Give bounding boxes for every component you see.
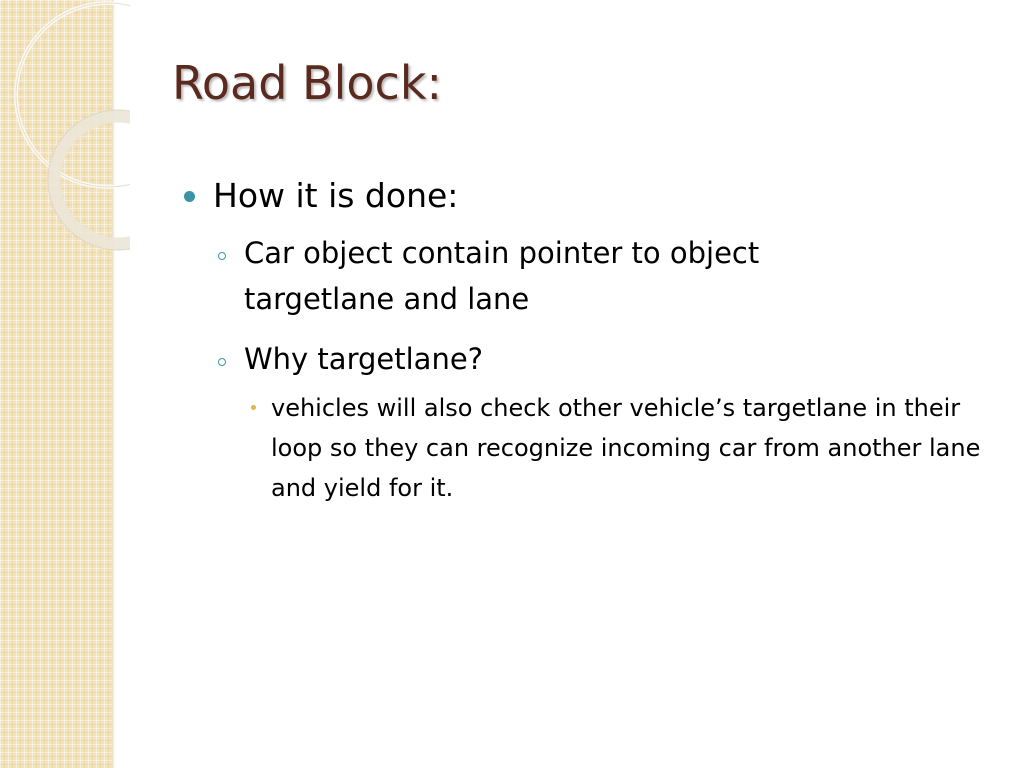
hollow-circle-bullet-icon bbox=[218, 358, 226, 366]
slide-content bbox=[180, 172, 1000, 508]
decorative-rings-icon bbox=[0, 0, 130, 260]
filled-circle-bullet-icon bbox=[184, 191, 195, 202]
bullet-level3-item bbox=[180, 388, 991, 508]
bullet-text: How it is done: bbox=[213, 176, 459, 215]
bullet-level2-item bbox=[180, 230, 804, 322]
small-dot-bullet-icon bbox=[251, 405, 256, 410]
bullet-text: vehicles will also check other vehicle’s targetlane in their loop so they can recognize incoming car from another lane and yield for it. bbox=[271, 394, 981, 502]
hollow-circle-bullet-icon bbox=[218, 252, 226, 260]
bullet-level2-item bbox=[180, 336, 964, 382]
bullet-text: Car object contain pointer to object targetlane and lane bbox=[244, 236, 760, 316]
bullet-level1-item bbox=[180, 172, 1000, 220]
bullet-text: Why targetlane? bbox=[244, 342, 484, 376]
slide-title: Road Block: bbox=[172, 56, 442, 110]
